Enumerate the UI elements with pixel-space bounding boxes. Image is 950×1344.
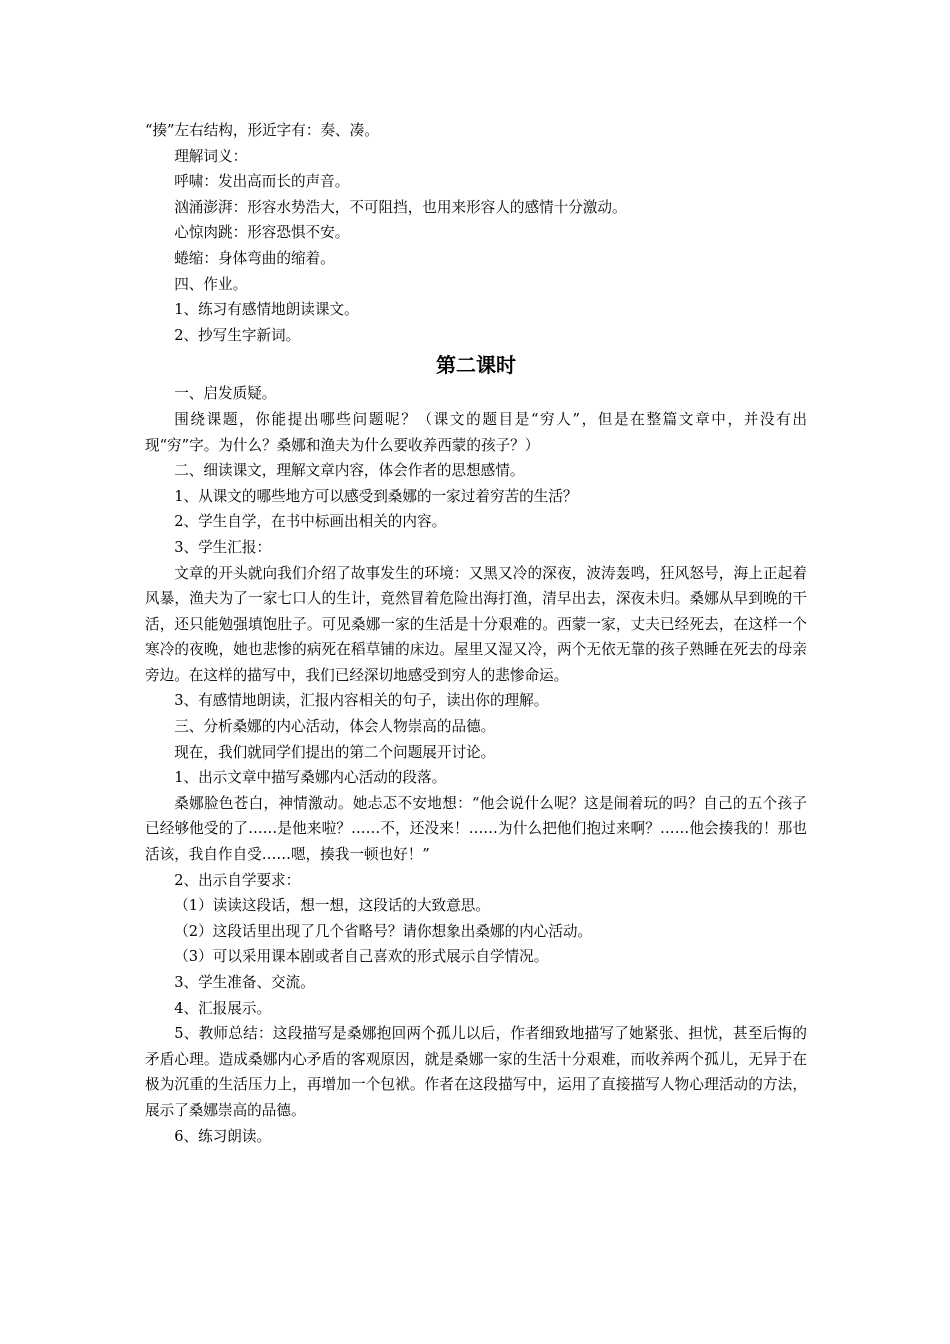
paragraph: 一、启发质疑。 bbox=[174, 385, 277, 403]
paragraph: （2）这段话里出现了几个省略号？请你想象出桑娜的内心活动。 bbox=[174, 922, 593, 940]
paragraph: 2、抄写生字新词。 bbox=[174, 326, 301, 344]
paragraph: 二、细读课文，理解文章内容，体会作者的思想感情。 bbox=[174, 462, 525, 480]
paragraph: 2、学生自学，在书中标画出相关的内容。 bbox=[174, 513, 447, 531]
paragraph: 2、出示自学要求： bbox=[174, 871, 301, 889]
paragraph: 桑娜脸色苍白，神情激动。她忐忑不安地想：“他会说什么呢？这是闹着玩的吗？自己的五个孩子已经够他受的了……是他来啦？……不，还没来！……为什么把他们抱过来啊？……他会揍我的！那也活该，我自作自受……嗯，揍我一顿也好！” bbox=[145, 794, 807, 864]
section-title: 第二课时 bbox=[436, 353, 516, 378]
paragraph: 5、教师总结：这段描写是桑娜抱回两个孤儿以后，作者细致地描写了她紧张、担忧，甚至后悔的矛盾心理。造成桑娜内心矛盾的客观原因，就是桑娜一家的生活十分艰难，而收养两个孤儿，无异于在极为沉重的生活压力上，再增加一个包袱。作者在这段描写中，运用了直接描写人物心理活动的方法，展示了桑娜崇高的品德。 bbox=[145, 1025, 807, 1119]
paragraph: 3、有感情地朗读，汇报内容相关的句子，读出你的理解。 bbox=[174, 692, 549, 710]
paragraph: “揍”左右结构，形近字有：奏、凑。 bbox=[145, 122, 379, 139]
paragraph: 6、练习朗读。 bbox=[174, 1127, 272, 1145]
paragraph: 3、学生汇报： bbox=[174, 538, 272, 556]
paragraph: 三、分析桑娜的内心活动，体会人物崇高的品德。 bbox=[174, 718, 496, 736]
paragraph: 四、作业。 bbox=[174, 275, 248, 293]
paragraph: 呼啸：发出高而长的声音。 bbox=[174, 173, 350, 191]
paragraph: 心惊肉跳：形容恐惧不安。 bbox=[174, 224, 350, 242]
paragraph: 1、从课文的哪些地方可以感受到桑娜的一家过着穷苦的生活？ bbox=[174, 487, 578, 505]
paragraph: （3）可以采用课本剧或者自己喜欢的形式展示自学情况。 bbox=[174, 948, 549, 966]
paragraph: 3、学生准备、交流。 bbox=[174, 974, 315, 991]
paragraph: 蜷缩：身体弯曲的缩着。 bbox=[174, 249, 335, 267]
paragraph: 理解词义： bbox=[174, 147, 248, 165]
paragraph: 文章的开头就向我们介绍了故事发生的环境：又黑又冷的深夜，波涛轰鸣，狂风怒号，海上正起着风暴，渔夫为了一家七口人的生计，竟然冒着危险出海打渔，清早出去，深夜未归。桑娜从早到晚的干活，还只能勉强填饱肚子。可见桑娜一家的生活是十分艰难的。西蒙一家，丈夫已经死去，在这样一个寒冷的夜晚，她也悲惨的病死在稻草铺的床边。屋里又湿又冷，两个无依无靠的孩子熟睡在死去的母亲旁边。在这样的描写中，我们已经深切地感受到穷人的悲惨命运。 bbox=[145, 564, 807, 684]
paragraph: 1、练习有感情地朗读课文。 bbox=[174, 301, 359, 319]
paragraph: 1、出示文章中描写桑娜内心活动的段落。 bbox=[174, 769, 447, 787]
document-body bbox=[145, 118, 807, 1149]
paragraph: 4、汇报展示。 bbox=[174, 999, 272, 1017]
paragraph: 现在，我们就同学们提出的第二个问题展开讨论。 bbox=[174, 743, 496, 761]
paragraph: 围绕课题，你能提出哪些问题呢？（课文的题目是“穷人”，但是在整篇文章中，并没有出现“穷”字。为什么？桑娜和渔夫为什么要收养西蒙的孩子？） bbox=[145, 410, 807, 454]
paragraph: （1）读读这段话，想一想，这段话的大致意思。 bbox=[174, 897, 490, 915]
paragraph: 汹涌澎湃：形容水势浩大，不可阻挡，也用来形容人的感情十分激动。 bbox=[174, 198, 627, 216]
